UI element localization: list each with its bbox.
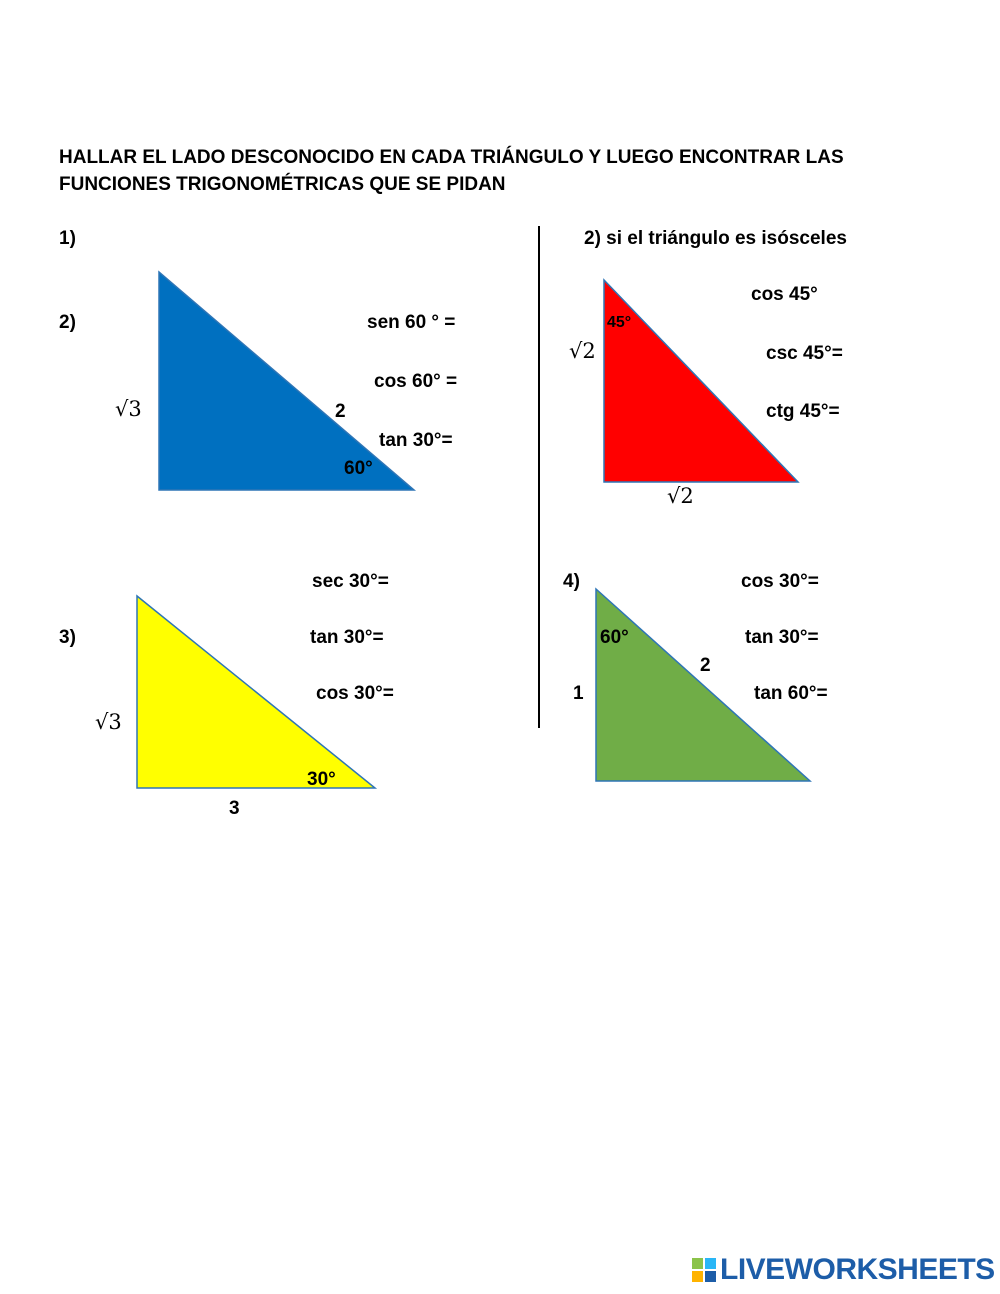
red-question-1: cos 45° [751,284,818,305]
yellow-question-2: tan 30°= [310,627,384,648]
green-side-left: 1 [573,683,584,704]
liveworksheets-logo-icon [692,1258,716,1282]
blue-question-3: tan 30°= [379,430,453,451]
blue-question-1: sen 60 ° = [367,312,456,333]
blue-angle: 60° [344,458,373,479]
problem-3-number: 3) [59,627,76,648]
red-side-left: √2 [569,339,596,363]
yellow-side-bottom: 3 [229,798,240,819]
green-question-3: tan 60°= [754,683,828,704]
red-question-3: ctg 45°= [766,401,840,422]
blue-hypotenuse: 2 [335,401,346,422]
blue-question-2: cos 60° = [374,371,458,392]
yellow-side-left: √3 [95,710,122,734]
green-hypotenuse: 2 [700,655,711,676]
yellow-question-3: cos 30°= [316,683,394,704]
red-angle: 45° [607,314,632,331]
page-title: HALLAR EL LADO DESCONOCIDO EN CADA TRIÁNGULO Y LUEGO ENCONTRAR LAS FUNCIONES TRIGONOMÉTRICAS QUE SE PIDAN [59,147,844,195]
problem-2-number-left: 2) [59,312,76,333]
problem-1-number: 1) [59,228,76,249]
liveworksheets-logo-text: LIVEWORKSHEETS [720,1253,995,1286]
red-side-bottom: √2 [667,484,694,508]
yellow-angle: 30° [307,769,336,790]
green-question-1: cos 30°= [741,571,819,592]
problem-2-heading: 2) si el triángulo es isósceles [584,228,847,249]
green-angle: 60° [600,627,629,648]
blue-side-left: √3 [115,397,142,421]
yellow-question-1: sec 30°= [312,571,389,592]
red-question-2: csc 45°= [766,343,843,364]
problem-4-number: 4) [563,571,580,592]
green-question-2: tan 30°= [745,627,819,648]
triangle-red [604,280,798,482]
